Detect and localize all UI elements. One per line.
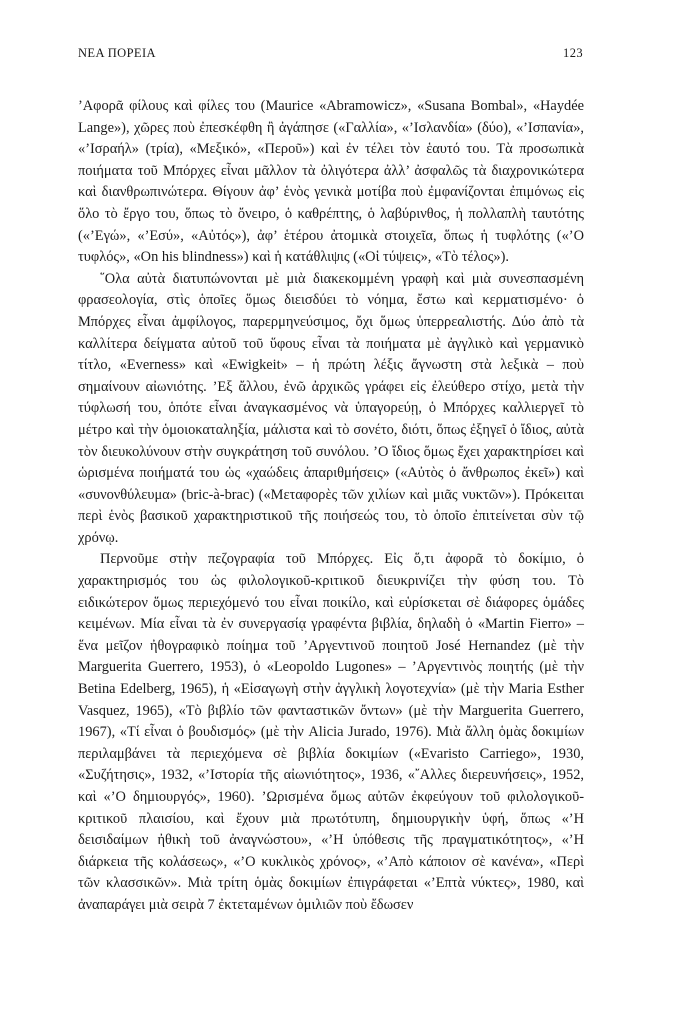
body-text bbox=[78, 96, 584, 917]
paragraph-1: ’Αφορᾶ φίλους καὶ φίλες του (Maurice «Abramowicz», «Susana Bombal», «Haydée Lange»), χῶρες ποὺ ἐπεσκέφθη ἢ ἀγάπησε («Γαλλία», «’Ισλανδία» (δύο), «’Ισπανία», «’Ισραήλ» (τρία), «Μεξικό», «Περοῦ») καὶ ἐν τέλει τὸν ἑαυτό του. Τὰ προσωπικὰ ποιήματα τοῦ Μπόρχες εἶναι μᾶλλον τὰ ὀλιγότερα ἀλλ’ ἀσφαλῶς τὰ διαχρονικώτερα καὶ διανθρωπινώτερα. Θίγουν ἀφ’ ἑνὸς γενικὰ μοτίβα ποὺ ἐμφανίζονται ἐπιμόνως εἰς ὅλο τὸ ἔργο του, ὅπως τὸ ὄνειρο, ὁ καθρέπτης, ὁ λαβύρινθος, ἡ πολλαπλὴ ταυτότης («’Εγώ», «’Εσύ», «Αὐτός»), ἀφ’ ἑτέρου ἀτομικὰ στοιχεῖα, ὅπως ἡ τυφλότης («’Ο τυφλός», «On his blindness») καὶ ἡ κατάθλιψις («Οἱ τύψεις», «Τὸ τέλος»). bbox=[78, 98, 584, 266]
paragraph-3: Περνοῦμε στὴν πεζογραφία τοῦ Μπόρχες. Εἰς ὅ,τι ἀφορᾶ τὸ δοκίμιο, ὁ χαρακτηρισμός του ὡς φιλολογικοῦ-κριτικοῦ διευκρινίζει τὴν φύση του. Τὸ ειδικώτερον ὅμως περιεχόμενό του εἶναι ποικίλο, καὶ εὑρίσκεται σὲ διάφορες ὁμάδες κειμένων. Μία εἶναι τὰ ἐν συνεργασίᾳ γραφέντα βιβλία, δηλαδὴ ὁ «Martin Fierro» – ἕνα μεῖζον ἠθογραφικὸ ποίημα τοῦ ’Αργεντινοῦ ποιητοῦ José Hernandez (μὲ τὴν Marguerita Guerrero, 1953), ὁ «Leopoldo Lugones» – ’Αργεντινὸς ποιητής (μὲ τὴν Betina Edelberg, 1965), ἡ «Εἰσαγωγὴ στὴν ἀγγλικὴ λογοτεχνία» (μὲ τὴν Maria Esther Vasquez, 1965), «Τὸ βιβλίο τῶν φανταστικῶν ὄντων» (μὲ τὴν Marguerita Guerrero, 1967), «Τί εἶναι ὁ βουδισμός» (μὲ τὴν Alicia Jurado, 1976). Μιὰ ἄλλη ὁμὰς δοκιμίων περιλαμβάνει τὰ περιεχόμενα σὲ βιβλία δοκιμίων («Evaristo Carriego», 1930, «Συζήτησις», 1932, «’Ιστορία τῆς αἰωνιότητος», 1936, «῎Αλλες διερευνήσεις», 1952, καὶ «’Ο δημιουργός», 1960). ’Ωρισμένα ὅμως αὐτῶν ἐκφεύγουν τοῦ φιλολογικοῦ-κριτικοῦ πλαισίου, καὶ ἔχουν μιὰ πρωτότυπη, δημιουργικὴν ὑφή, ὅπως «’Η δεισιδαίμων ἠθικὴ τοῦ ἀναγνώστου», «’Η ὑπόθεσις τῆς πραγματικότητος», «’Η διάρκεια τῆς κολάσεως», «’Ο κυκλικὸς χρόνος», «’Απὸ κάποιον σὲ κανένα», «Περὶ τῶν κλασσικῶν». Μιὰ τρίτη ὁμὰς δοκιμίων ἐπιγράφεται «’Επτὰ νύκτες», 1980, καὶ ἀναπαράγει μιὰ σειρὰ 7 ἐκτεταμένων ὁμιλιῶν ποὺ ἔδωσεν bbox=[78, 551, 584, 913]
running-header bbox=[78, 46, 583, 66]
journal-title: ΝΕΑ ΠΟΡΕΙΑ bbox=[78, 46, 156, 60]
page-number: 123 bbox=[563, 46, 583, 60]
paragraph-2: ῞Ολα αὐτὰ διατυπώνονται μὲ μιὰ διακεκομμένη γραφὴ καὶ μιὰ συνεσπασμένη φρασεολογία, στὶς ὁποῖες ὅμως διεισδύει τὸ νόημα, ἔστω καὶ κερματισμένο· ὁ Μπόρχες εἶναι ἀμφίλογος, παρερμηνεύσιμος, ὄχι ὅμως ὑπερρεαλιστής. Δύο ἀπὸ τὰ καλλίτερα δείγματα αὐτοῦ τοῦ ὕφους εἶναι τὰ ποιήματα μὲ ἀγγλικὸ καὶ γερμανικὸ τίτλο, «Everness» καὶ «Ewigkeit» – ἡ πρώτη λέξις ἄγνωστη στὰ λεξικὰ – ποὺ σημαίνουν αἰωνιότης. ’Εξ ἄλλου, ἐνῶ ἀρχικῶς γράφει εἰς ἐλεύθερο στίχο, μετὰ τὴν τύφλωσή του, ὁπότε εἶναι ἀναγκασμένος νὰ ὑπαγορεύῃ, ὁ Μπόρχες καλλιεργεῖ τὸ μέτρο καὶ τὴν ὁμοιοκαταληξία, μάλιστα καὶ τὸ σονέτο, διότι, ὅπως ἐξηγεῖ ὁ ἴδιος, αὐτὰ τὸν διευκολύνουν στὴν συγκράτηση τοῦ συνόλου. ’Ο ἴδιος ὅμως ἔχει χαρακτηρίσει καὶ ὡρισμένα ποιήματά του ὡς «χαώδεις ἀπαριθμήσεις» («Αὐτὸς ὁ ἄνθρωπος ἐκεῖ») καὶ «συνονθύλευμα» (bric-à-brac) («Μεταφορὲς τῶν χιλίων καὶ μιᾶς νυκτῶν»). Πρόκειται περὶ ἑνὸς βασικοῦ χαρακτηριστικοῦ τῆς ποιήσεώς του, τὸ ὁποῖο ἐπιτείνεται σὺν τῷ χρόνῳ. bbox=[78, 270, 584, 546]
